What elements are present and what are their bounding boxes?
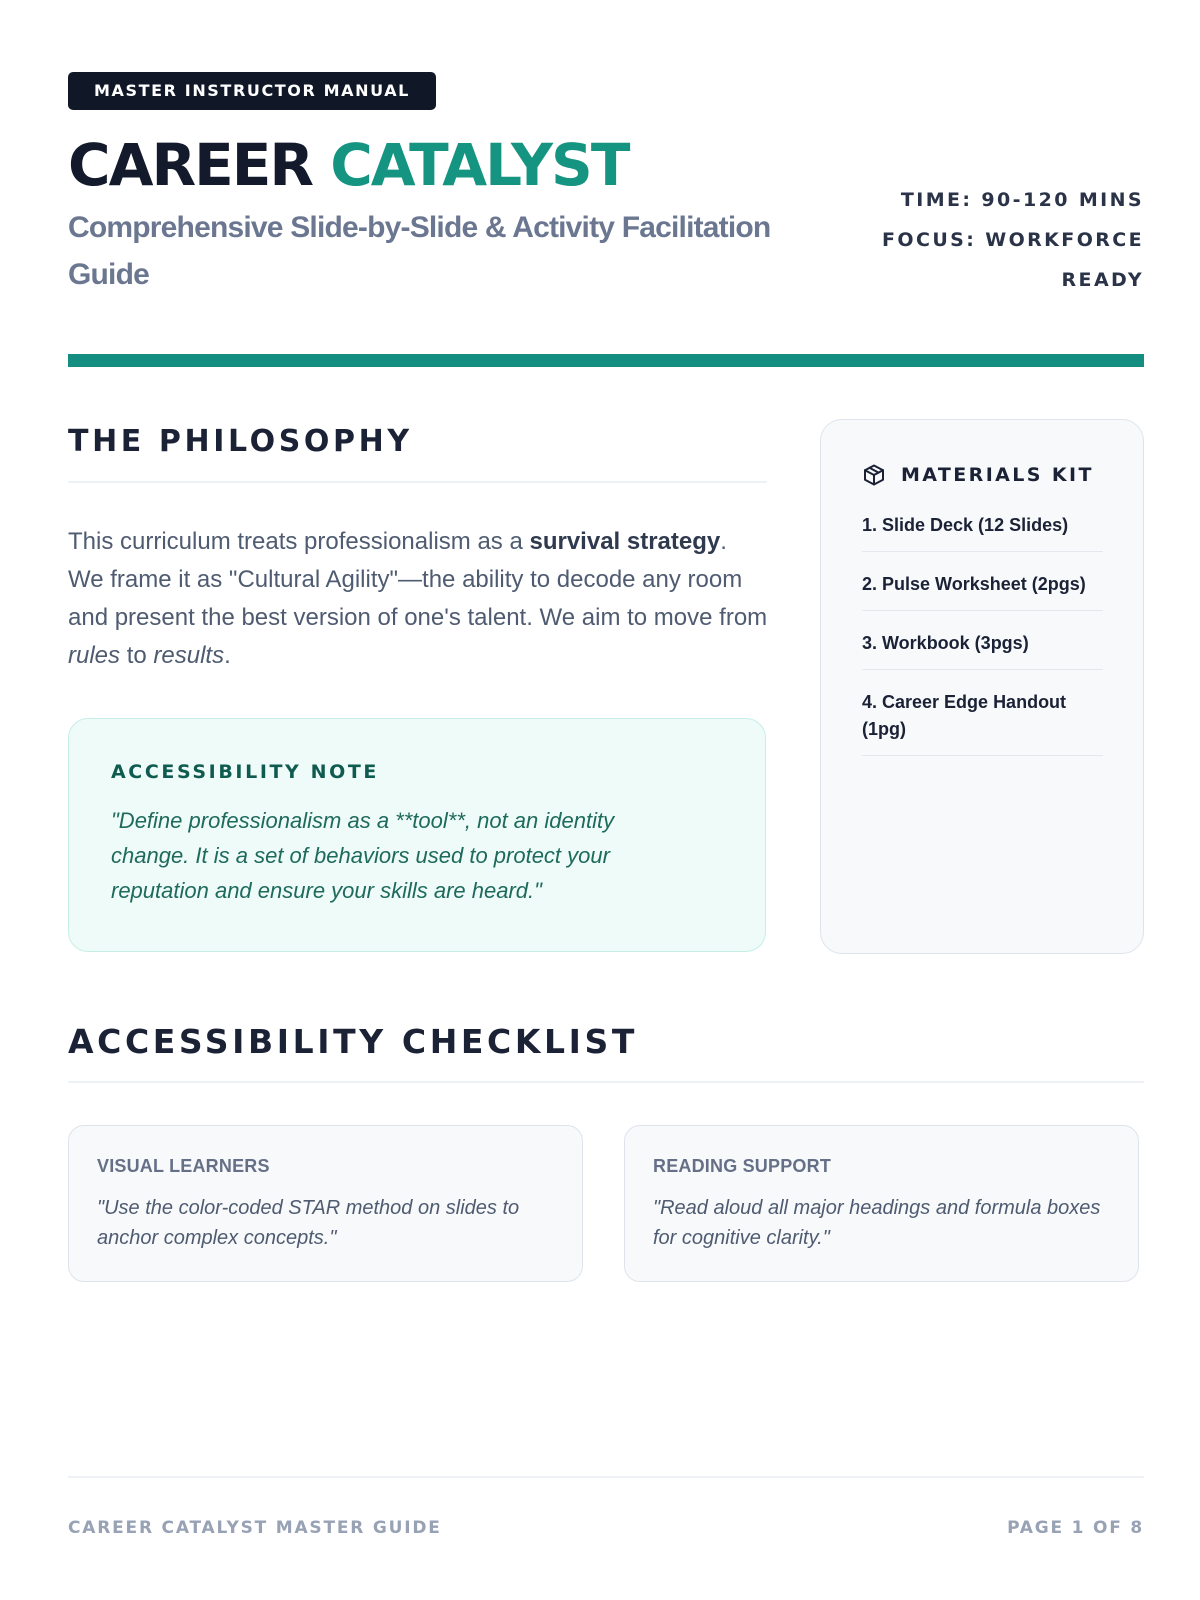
meta-focus: FOCUS: WORKFORCE READY — [882, 229, 1144, 291]
checklist-card-visual — [68, 1125, 583, 1282]
session-meta — [844, 180, 1144, 300]
philosophy-divider — [68, 481, 767, 483]
materials-item: 1. Slide Deck (12 Slides) — [862, 508, 1103, 552]
materials-item: 4. Career Edge Handout (1pg) — [862, 685, 1103, 756]
materials-item: 3. Workbook (3pgs) — [862, 626, 1103, 670]
meta-time: TIME: 90-120 MINS — [900, 189, 1144, 211]
accessibility-note — [68, 718, 766, 952]
package-icon — [862, 463, 886, 487]
title-part-catalyst: CATALYST — [330, 131, 629, 199]
page — [68, 0, 1144, 1600]
accessibility-note-text: "Define professionalism as a **tool**, not an identity change. It is a set of behaviors used to protect your reputation and ensure your skills are heard." — [111, 808, 615, 903]
philosophy-text-em2: results — [153, 642, 225, 669]
philosophy-text-3: to — [120, 642, 154, 669]
checklist-heading: ACCESSIBILITY CHECKLIST — [68, 1022, 639, 1061]
materials-item: 2. Pulse Worksheet (2pgs) — [862, 567, 1103, 611]
materials-list — [862, 508, 1103, 756]
page-subtitle: Comprehensive Slide-by-Slide & Activity Facilitation Guide — [68, 211, 771, 291]
philosophy-text — [68, 523, 768, 675]
card-title: READING SUPPORT — [653, 1156, 832, 1176]
manual-badge: MASTER INSTRUCTOR MANUAL — [68, 72, 436, 110]
checklist-divider — [68, 1081, 1144, 1083]
materials-kit — [820, 419, 1144, 954]
footer-guide-name: CAREER CATALYST MASTER GUIDE — [68, 1518, 442, 1538]
checklist-card-reading — [624, 1125, 1139, 1282]
materials-kit-header — [862, 458, 1103, 492]
philosophy-text-2: . We frame it as "Cultural Agility"—the ability to decode any room and present the best version of one's talent. We aim to move from — [68, 528, 768, 631]
accessibility-note-title: ACCESSIBILITY NOTE — [111, 761, 380, 783]
footer-divider — [68, 1476, 1144, 1478]
page-title — [68, 130, 628, 200]
philosophy-text-4: . — [224, 642, 231, 669]
philosophy-text-1: This curriculum treats professionalism as a — [68, 528, 530, 555]
card-text: "Read aloud all major headings and formula boxes for cognitive clarity." — [653, 1197, 1101, 1249]
card-title: VISUAL LEARNERS — [97, 1156, 270, 1176]
header-divider — [68, 354, 1144, 367]
materials-kit-title: MATERIALS KIT — [901, 464, 1094, 486]
philosophy-text-em1: rules — [68, 642, 121, 669]
philosophy-heading: THE PHILOSOPHY — [68, 424, 413, 459]
footer-page-number: PAGE 1 OF 8 — [1007, 1518, 1144, 1538]
title-part-career: CAREER — [68, 131, 313, 199]
card-text: "Use the color-coded STAR method on slides to anchor complex concepts." — [97, 1197, 520, 1249]
philosophy-text-bold: survival strategy — [529, 528, 721, 555]
